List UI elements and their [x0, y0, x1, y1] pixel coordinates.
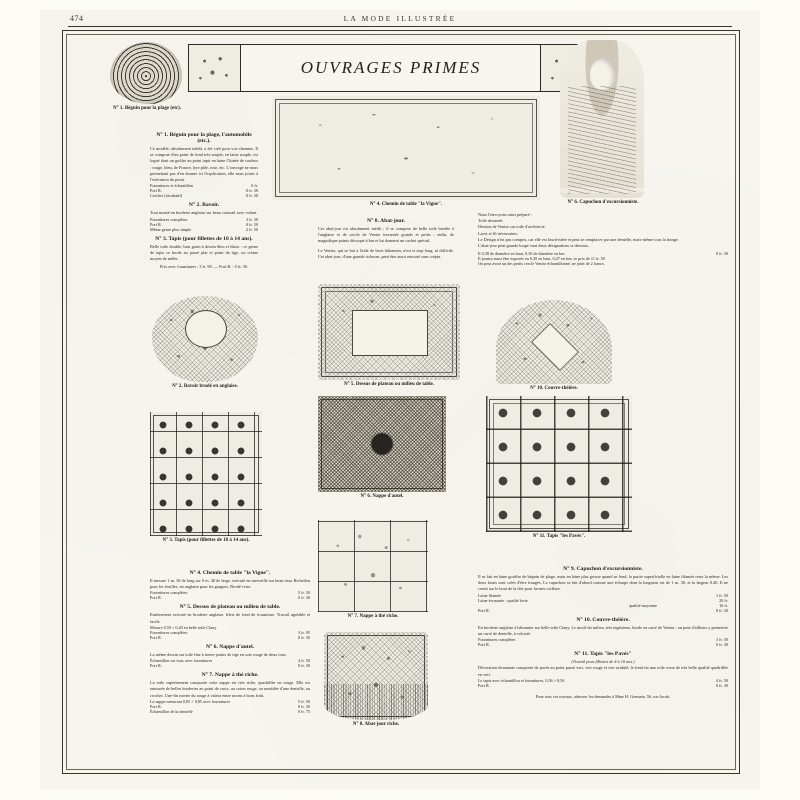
figure-2-caption: N° 4. Chemin de table "la Vigne". — [369, 202, 443, 207]
section-6-body: La même dessin sur toile fine à trente points de tige en soie rouge de deux tons. — [150, 651, 287, 657]
nappe-the-illustration — [318, 520, 428, 612]
dessus-de-plateau-illustration — [318, 284, 460, 380]
figure-3-caption: N° 6. Capuchon d'excursionniste. — [567, 200, 639, 205]
price-value: 0 fr. 30 — [246, 188, 258, 194]
capuchon-illustration — [560, 40, 644, 198]
figure-4-caption: N° 2. Bavoir brodé en anglaise. — [172, 384, 238, 389]
figure-abat-jour-riche — [324, 632, 428, 727]
section-1-body: Ce modèle, absolument inédit, a été créé pour vos-chemins. Il se compose d'un point de fond très souple, en laine souple, est logué dont un goûfre au point tapir en laine Chinée de couleur : rouge, bleu, de France, lyre pâle, rose, etc. L'ouvrage ne nous permettant pas d'en donner ici l'explication, elle nous joints à l'exécution du point. — [150, 146, 258, 183]
price-value: 3 fr. 50 — [716, 637, 728, 643]
price-label: Il 0,38 de diamètre en haut, 0,30 de diamètre en bas — [478, 251, 565, 257]
price-value: 0 fr. 75 — [298, 708, 310, 714]
section-7-title: N° 7. Nappe à thé riche. — [201, 672, 259, 679]
price-value: 0 fr. 30 — [298, 703, 310, 709]
figure-bavoir — [152, 296, 258, 389]
section-11-body: Décoration étonnante composée de pavés au point passé vert, vert rouge et vert acidulé; le fond est une toile rosse de très belle qualité quadrillée en vert. — [478, 665, 728, 677]
price-label: On peut avoir un des petits cercle Venise échantillonné, ne joint de 2 francs. — [478, 261, 606, 267]
right-intro-line-4: Lacet et fil nécessaires. — [478, 230, 519, 236]
price-value: 0 fr. 30 — [246, 193, 258, 199]
right-intro-prices — [478, 251, 728, 266]
figure-capuchon — [560, 40, 668, 205]
section-5-body: Entièrement exécuté en broderie anglaise, filets de fond de fourniture. Travail agréable et facile. — [150, 612, 310, 624]
price-value: 0 fr. 30 — [716, 682, 728, 688]
header-rule — [68, 26, 732, 27]
section-6-title: N° 6. Nappe d'autel. — [205, 643, 255, 650]
section-9-prices — [478, 593, 728, 613]
right-intro-line-2: Toile dessinée. — [478, 218, 504, 224]
section-7-prices — [150, 699, 310, 714]
beguin-illustration — [110, 42, 182, 104]
figure-11-caption: N° 8. Abat-jour riche. — [352, 722, 400, 727]
right-column-lower — [478, 562, 728, 699]
section-3-body: Belle toile double, bast grain à dessin bleu et blanc : ce genre de tapis se brode au passé plat et point de tige, ou crème moyen de mêler. — [150, 243, 258, 261]
price-label: Port R. — [150, 595, 162, 601]
price-label: Port R. — [150, 634, 162, 640]
price-label: Port R. — [150, 188, 162, 194]
left-column — [150, 128, 258, 270]
figure-7-caption: N° 3. Tapis (pour fillettes de 10 à 14 ans). — [162, 538, 250, 543]
section-8-title: N° 8. Abat-jour. — [367, 218, 405, 224]
running-head: LA MODE ILLUSTRÉE — [343, 14, 457, 23]
section-3-price: Prix avec fournitures : 3 fr. 90. — Port R. : 0 fr. 30. — [159, 264, 249, 270]
price-label: Même genre plus simple — [150, 226, 192, 232]
price-value: 4 fr. 50 — [298, 658, 310, 664]
abat-jour-riche-illustration — [324, 632, 428, 720]
figure-tapis-les-paves — [486, 396, 632, 539]
section-1-title: N° 1. Béguin pour la plage, l'automobile (etc.). — [156, 132, 252, 144]
price-label: Mesure 0,50 × 0,40 en belle toile Clany — [150, 624, 217, 630]
price-label: Laine écrasante : qualité forte — [478, 597, 528, 603]
section-4-title: N° 4. Chemin de table "la Vigne". — [189, 570, 271, 576]
right-intro-line-5: Le Design n'est pas compris, car elle est lourd-mère et peut se remplacer par une dentelle, mais-même tous la frange. — [478, 236, 679, 242]
price-value: 0 fr. 30 — [246, 221, 258, 227]
section-10-body: En broderie anglaise à bâtonnier sur belle toile Clany. Le motif du milieu, très ingénieux, borde en carré de Venise ; on peut d'ailleurs y permettre un carré de dentelle, à volonté. — [478, 624, 728, 636]
price-label: qualité moyenne — [629, 602, 658, 608]
section-8-body: Cet abat-jour est absolument inédit ; il se compose de belle toile brodée à l'anglaise et de cercle de Venise incrustée grands et petits ; enfin, de magnifique points découpé à bar et lui donnent un cachet spécial. — [318, 226, 454, 244]
price-label: Crochet (facultatif) — [150, 193, 183, 199]
price-label: Échantillon sur tour, avec fournitures — [150, 658, 213, 664]
tapis-fillettes-illustration — [150, 412, 262, 536]
figure-nappe-the — [318, 520, 428, 619]
price-value: 0 fr. 30 — [298, 663, 310, 669]
section-4-prices — [150, 590, 310, 600]
tapis-les-paves-illustration — [486, 396, 632, 532]
section-6-prices — [150, 658, 310, 668]
page-title: OUVRAGES PRIMES — [300, 58, 482, 77]
section-1-prices — [150, 183, 258, 198]
section-3-title: N° 3. Tapis (pour fillettes de 10 à 14 ans). — [155, 235, 253, 242]
price-value: 16 fr. — [719, 602, 728, 608]
section-11-subtitle: (Travail pour fillettes de 4 à 10 ans.) — [571, 659, 635, 665]
section-7-body: La toile superbement composée cette nappe est très riche, quadrillée en rouge. Elle est entourée de belles broderies au point de croix, au coton rouge, ou meublée d'une dentelle, au crochet. Une-fin merite du rouge à valeur entre moins à bons fraîs. — [150, 680, 310, 698]
price-value: 0 fr. 30 — [298, 634, 310, 640]
bavoir-illustration — [152, 296, 258, 382]
price-label: Il pourra aussi être exposée en 0,30 en haut, 0,47 en bas, se prix de 11 fr. 50 — [478, 256, 605, 262]
price-value: 0 fr. 30 — [716, 607, 728, 613]
price-label: Fournitures et échantillon — [150, 183, 194, 189]
price-value: 5 fr. 50 — [298, 590, 310, 596]
section-2-body: Tout monté en broderie anglaise sur beau coursail avec volant. — [150, 210, 258, 216]
figure-8-caption: N° 6. Nappe d'autel. — [360, 494, 404, 499]
section-2-title: N° 2. Bavoir. — [188, 202, 220, 209]
price-label: Port R. — [150, 663, 162, 669]
figure-nappe-autel — [318, 396, 446, 499]
figure-tapis-fillettes — [150, 412, 262, 543]
section-4-body: Il mesure 1 m. 30 de long sur 0 m. 40 de large, exécuté en merveille sur beau tissu Richelieu pour les feuilles, en anglaise pour les grappes, Brodé-crise. — [150, 578, 310, 590]
price-value: 0 fr. 30 — [716, 642, 728, 648]
price-value: 0 fr. 30 — [298, 595, 310, 601]
price-value: 1 fr. 50 — [716, 592, 728, 598]
figure-beguin — [110, 42, 202, 111]
figure-9-caption: N° 11. Tapis "les Pavés". — [532, 534, 586, 539]
page-folio: 474 — [70, 14, 84, 23]
price-value: 0 fr. 30 — [716, 251, 728, 257]
right-column — [478, 212, 728, 266]
section-9-title: N° 9. Capuchon d'excursionniste. — [563, 566, 643, 572]
figure-1-caption: N° 1. Béguin pour la plage (etc). — [112, 106, 182, 111]
price-label: Échantillon de la dentelle — [150, 708, 193, 714]
price-label: Fournitures complètes — [150, 590, 188, 596]
price-value: 4 fr. 50 — [716, 677, 728, 683]
section-5-prices — [150, 625, 310, 640]
nappe-autel-illustration — [318, 396, 446, 492]
section-11-title: N° 11. Tapis "les Pavés" — [574, 651, 632, 658]
price-label: Port R. — [150, 221, 162, 227]
right-intro-line-6: L'abat-jour peut grande loupe vaut deux désignations si-dessous. — [478, 243, 590, 249]
price-value: 6 fr. — [251, 183, 258, 189]
price-label: Fournitures complètes — [150, 629, 188, 635]
figure-chemin-de-table — [272, 96, 540, 207]
price-label: Le tapis avec échantillon et fournitures, 0,56 × 0,56 — [478, 677, 565, 683]
price-label: Port R. — [478, 642, 490, 648]
figure-10-caption: N° 7. Nappe à thé riche. — [347, 614, 399, 619]
figure-dessus-de-plateau — [318, 284, 460, 387]
price-label: Laine filamée — [478, 592, 502, 598]
section-8-body-2: Le Venise, qui se fait à l'aide de lacet bâtonnier, n'est si trop long, ni difficile. Cet abat-jour, d'une grande richesse, peut être aussi entouré sans crépin. — [318, 247, 454, 259]
figure-6-caption: N° 10. Couvre-théière. — [530, 386, 578, 391]
section-11-prices — [478, 678, 728, 688]
price-value: 3 fr. 95 — [298, 629, 310, 635]
price-label: Port R. — [150, 703, 162, 709]
section-10-prices — [478, 637, 728, 647]
figure-5-caption: N° 5. Dessus de plateau ou milieu de table. — [343, 382, 435, 387]
section-10-title: N° 10. Couvre-théière. — [576, 616, 630, 623]
section-9-body: Il se fait en laine gouffre de bégnin de plage, mais en laine plus grosse quand se fond, la partie superficielle en laine filamée reste la même. Les deux bouts sont créés d'être frangés. Le capuchon se fait d'abord comme une écharpe dont la longueur est de 1 m. 30, et la largeur 0,40. Il ne creuit sur le bout de la tête pour former coiffure. — [478, 574, 728, 592]
price-value: 3 fr. 30 — [246, 216, 258, 222]
right-intro-line-3: Dessins de Venise sur toile d'architecte. — [478, 224, 546, 230]
price-value: 20 fr. — [719, 597, 728, 603]
title-banner — [240, 44, 542, 92]
figure-couvre-theiere — [496, 300, 612, 391]
price-label: Port R. — [478, 607, 490, 613]
price-label: Fournitures complètes — [150, 216, 188, 222]
couvre-theiere-illustration — [496, 300, 612, 384]
page-footer-note: Pour tous ces travaux, adresser les demandes à Mme H. Germain, 56, rue Jacob. — [535, 693, 671, 699]
price-value: 2 fr. 50 — [246, 226, 258, 232]
price-value: 5 fr. 50 — [298, 698, 310, 704]
chemin-de-table-illustration — [272, 96, 540, 200]
price-label: Port R. — [478, 682, 490, 688]
price-label: Fournitures complètes — [478, 637, 516, 643]
section-5-title: N° 5. Dessus de plateau ou milieu de table. — [179, 604, 281, 611]
mid-column — [318, 214, 454, 260]
section-2-prices — [150, 217, 258, 232]
left-column-lower — [150, 566, 310, 714]
right-intro-line-1: Nous l'envoyons ainsi préparé : — [478, 212, 532, 217]
price-label: La nappe mesurant 0,85 × 0,85 avec fournitures — [150, 698, 231, 704]
